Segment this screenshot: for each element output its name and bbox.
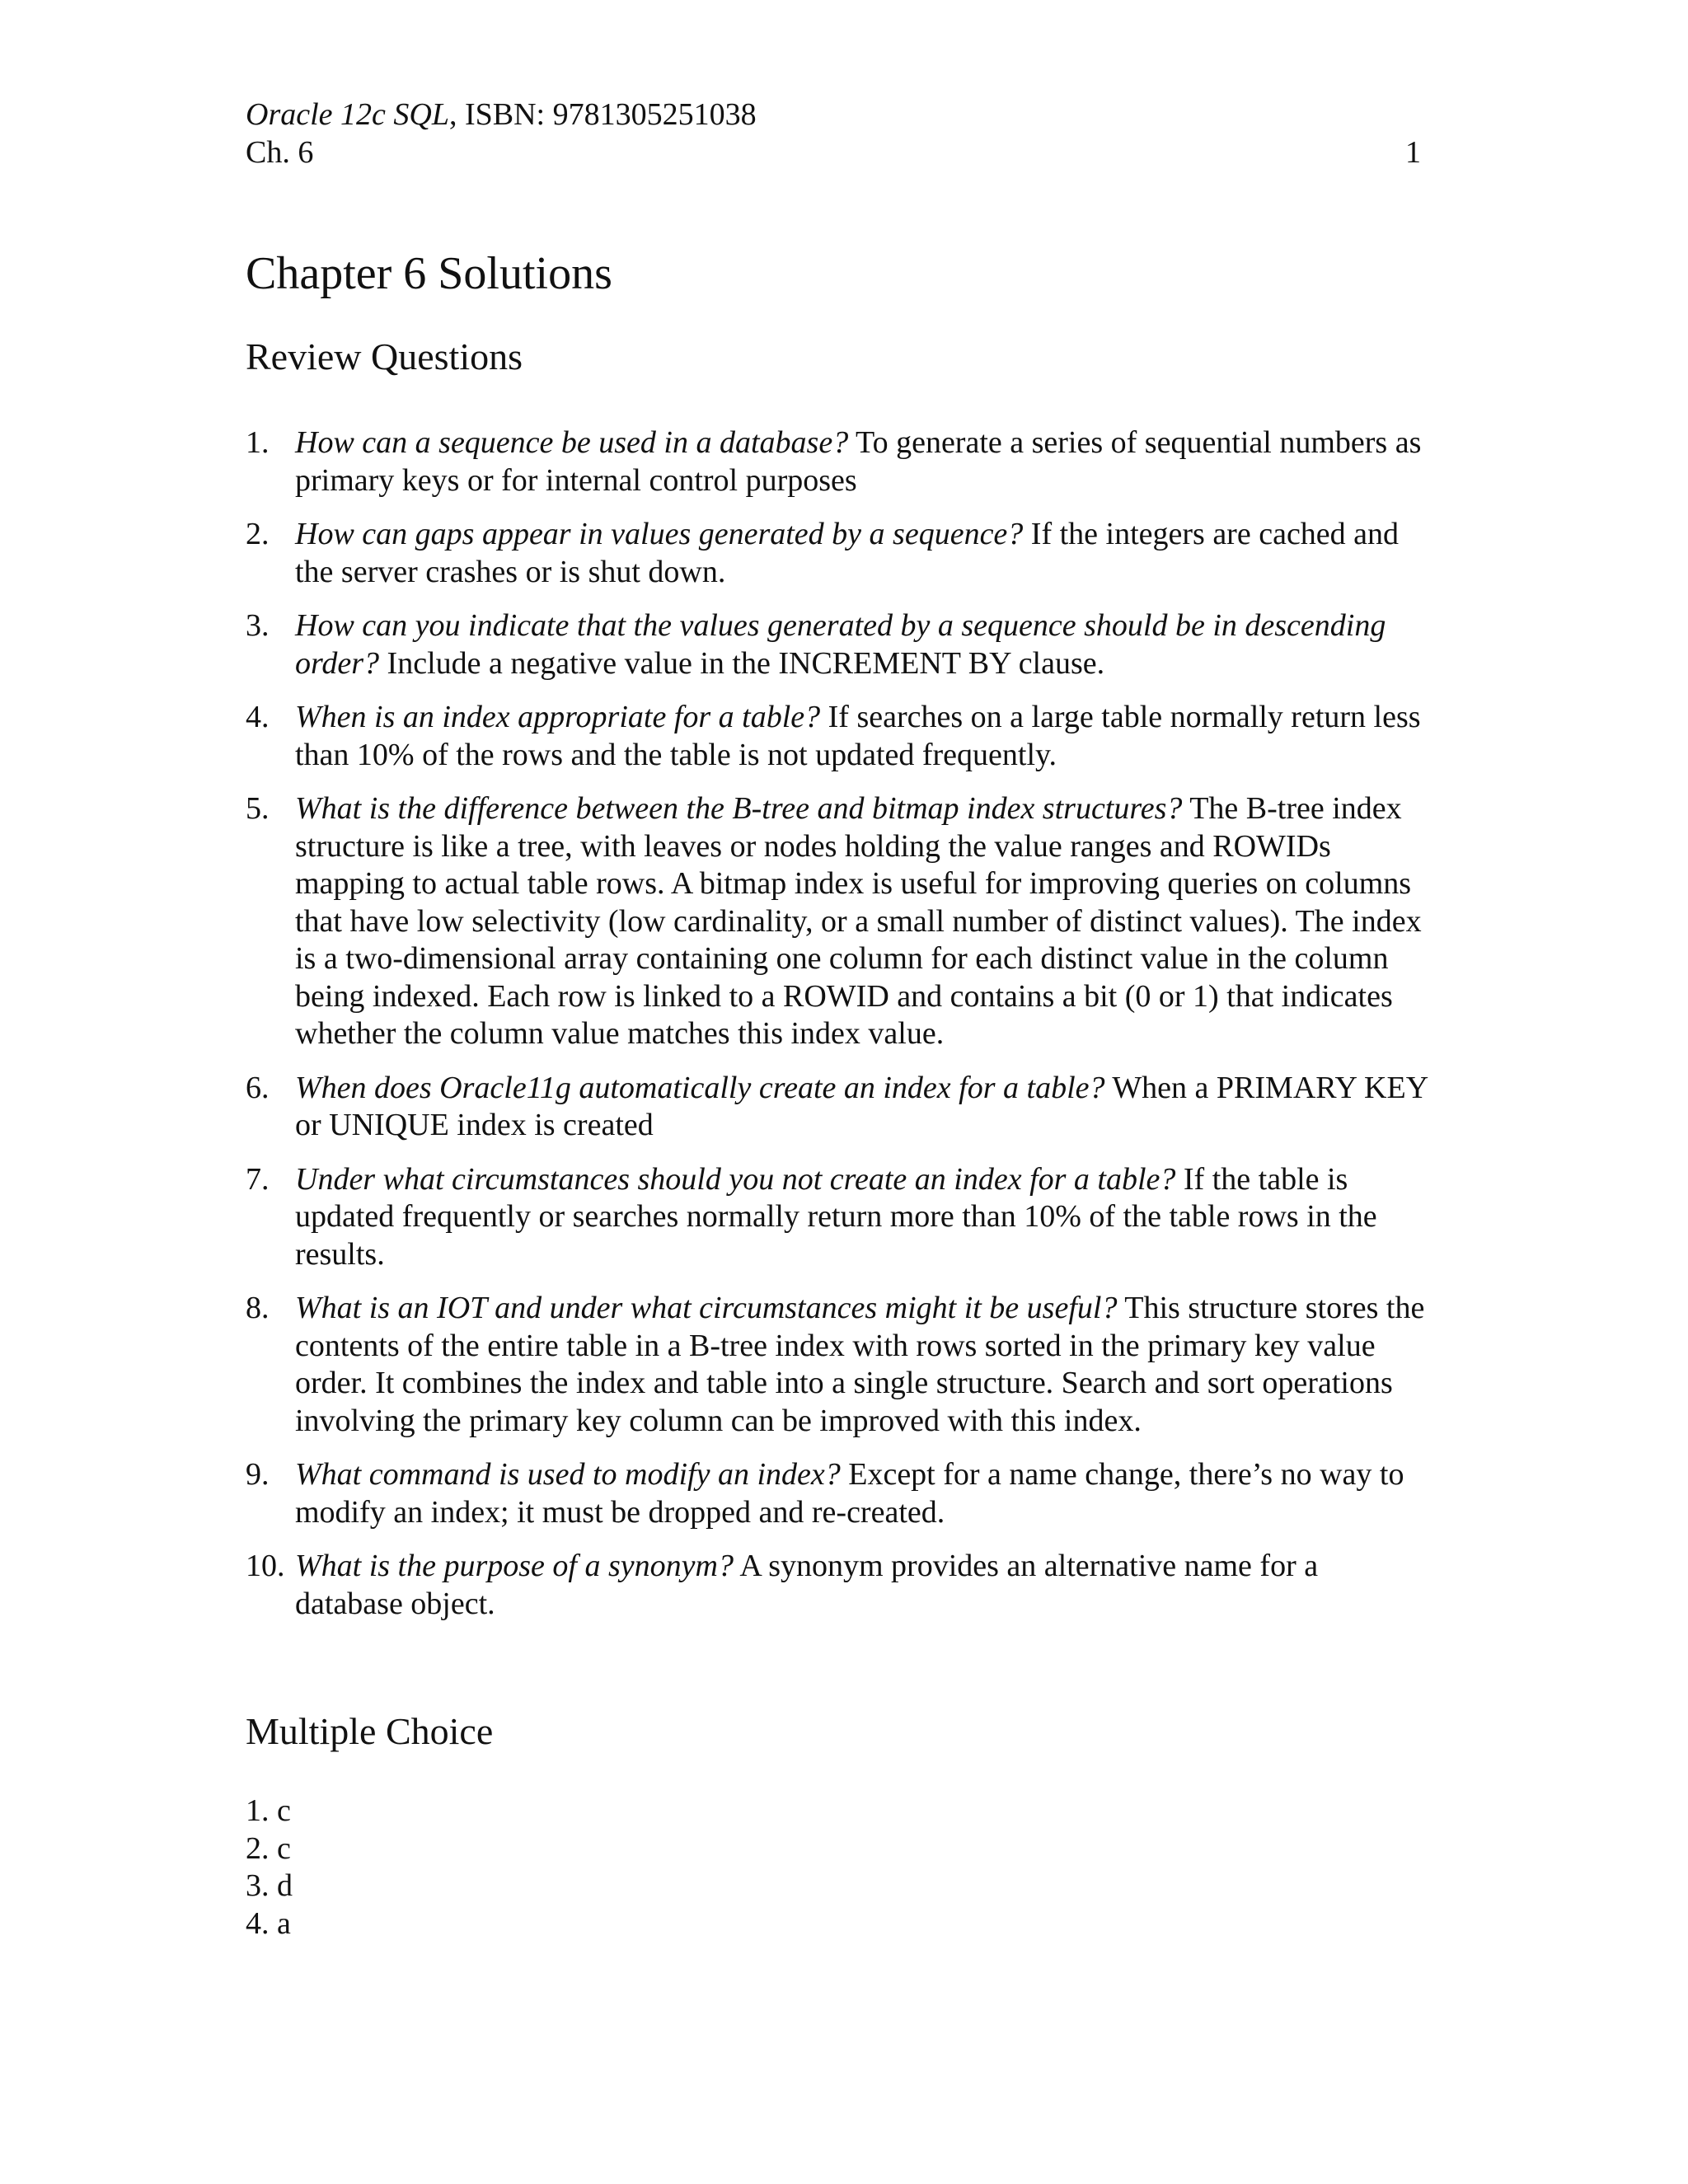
- question-body: [295, 607, 1432, 682]
- question-text: What is the purpose of a synonym?: [295, 1549, 734, 1583]
- question-number: 6.: [246, 1070, 270, 1105]
- question-text: How can you indicate that the values generated by a sequence should be in descending order?: [295, 608, 1386, 681]
- answer-text: Include a negative value in the INCREMENT BY clause.: [379, 645, 1105, 681]
- review-question-item: [246, 699, 1432, 774]
- question-body: [295, 790, 1432, 1053]
- question-text: Under what circumstances should you not create an index for a table?: [295, 1161, 1176, 1197]
- review-question-item: [246, 790, 1432, 1053]
- question-body: [295, 1290, 1432, 1440]
- multiple-choice-list: [246, 1793, 293, 1943]
- review-question-item: [246, 424, 1432, 499]
- book-reference: [246, 96, 757, 134]
- review-question-item: [246, 1070, 1432, 1145]
- question-body: [295, 1070, 1432, 1145]
- answer-text: If searches on a large table normally return less than 10% of the rows and the table is not updated frequently.: [295, 700, 1421, 772]
- multiple-choice-answer: 3. d: [246, 1868, 293, 1903]
- answer-text: Except for a name change, there’s no way to modify an index; it must be dropped and re-created.: [295, 1457, 1404, 1530]
- answer-text: This structure stores the contents of the entire table in a B-tree index with rows sorted in the primary key value order. It combines the index and table into a single structure. Search and sort operations involving the primary key column can be improved with this index.: [295, 1291, 1425, 1438]
- review-questions-list: [246, 424, 1432, 1639]
- question-text: How can a sequence be used in a database?: [295, 425, 849, 460]
- question-number: 2.: [246, 517, 270, 551]
- question-body: [295, 424, 1432, 499]
- question-number: 5.: [246, 791, 270, 826]
- question-number: 8.: [246, 1291, 270, 1325]
- multiple-choice-answer: 4. a: [246, 1905, 291, 1941]
- header-line-2: [246, 134, 1421, 171]
- question-number: 7.: [246, 1161, 270, 1197]
- question-body: [295, 516, 1432, 591]
- question-body: [295, 1161, 1432, 1274]
- multiple-choice-heading: Multiple Choice: [246, 1710, 494, 1752]
- answer-text: When a PRIMARY KEY or UNIQUE index is created: [295, 1070, 1428, 1142]
- multiple-choice-answer: 2. c: [246, 1830, 291, 1866]
- multiple-choice-answer: 1. c: [246, 1793, 291, 1828]
- question-body: [295, 699, 1432, 774]
- chapter-label: Ch. 6: [246, 135, 314, 170]
- question-number: 1.: [246, 425, 270, 460]
- answer-text: If the table is updated frequently or searches normally return more than 10% of the table rows in the results.: [295, 1161, 1377, 1272]
- book-title: Oracle 12c SQL: [246, 97, 449, 132]
- question-number: 3.: [246, 608, 270, 643]
- header-line-1: [246, 96, 1421, 134]
- answer-text: The B-tree index structure is like a tree, with leaves or nodes holding the value ranges and ROWIDs mapping to actual table rows. A bitmap index is useful for improving queries on columns that have low selectivity (low cardinality, or a small number of distinct values). The index is a two-dimensional array containing one column for each distinct value in the column being indexed. Each row is linked to a ROWID and contains a bit (0 or 1) that indicates whether the column value matches this index value.: [295, 791, 1422, 1051]
- review-question-item: [246, 516, 1432, 591]
- question-text: When is an index appropriate for a table?: [295, 700, 821, 734]
- review-question-item: [246, 1161, 1432, 1274]
- review-question-item: [246, 1456, 1432, 1531]
- question-text: What is the difference between the B-tree and bitmap index structures?: [295, 791, 1183, 826]
- answer-text: A synonym provides an alternative name for a database object.: [295, 1549, 1319, 1621]
- chapter-title: Chapter 6 Solutions: [246, 248, 612, 299]
- answer-text: If the integers are cached and the server crashes or is shut down.: [295, 517, 1400, 589]
- question-body: [295, 1456, 1432, 1531]
- question-text: When does Oracle11g automatically create an index for a table?: [295, 1070, 1105, 1105]
- page-header: [246, 96, 1421, 171]
- question-text: What is an IOT and under what circumstances might it be useful?: [295, 1291, 1118, 1325]
- answer-text: To generate a series of sequential numbers as primary keys or for internal control purposes: [295, 425, 1422, 498]
- isbn: , ISBN: 9781305251038: [448, 97, 757, 132]
- question-number: 4.: [246, 700, 270, 734]
- question-body: [295, 1548, 1432, 1623]
- review-question-item: [246, 1290, 1432, 1440]
- review-question-item: [246, 607, 1432, 682]
- question-number: 9.: [246, 1457, 270, 1492]
- review-questions-heading: Review Questions: [246, 335, 523, 377]
- question-text: How can gaps appear in values generated by a sequence?: [295, 517, 1024, 551]
- review-question-item: [246, 1548, 1432, 1623]
- question-number: 10.: [246, 1549, 285, 1583]
- question-text: What command is used to modify an index?: [295, 1457, 841, 1492]
- page-number: 1: [1405, 135, 1421, 170]
